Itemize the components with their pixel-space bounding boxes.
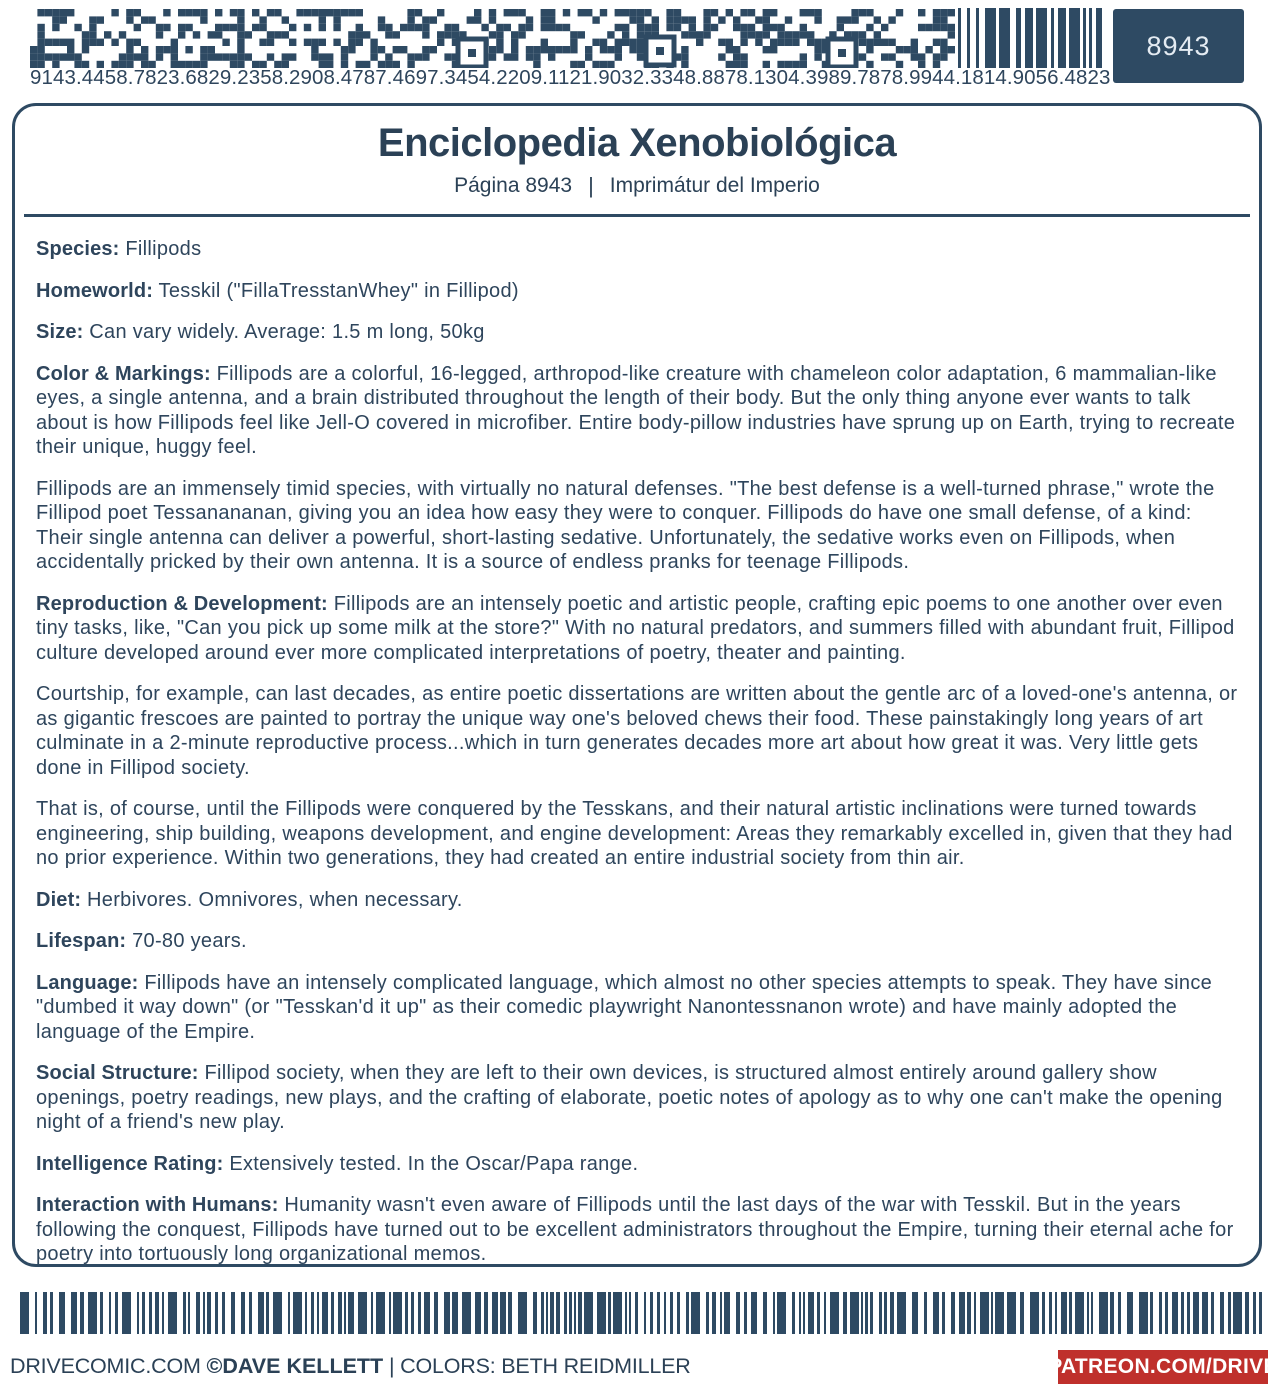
- section-label: Size:: [36, 321, 84, 343]
- page-title: Enciclopedia Xenobiológica: [377, 121, 897, 165]
- serial-number: 9143.4458.7823.6829.2358.2908.4787.4697.3454.2209.1121.9032.3348.8878.1304.3989.7878.9944.1814.9056.4823: [30, 66, 1111, 89]
- section-text: Humanity wasn't even aware of Fillipods until the last days of the war with Tesskil. But in the years following the conquest, Fillipods have turned out to be excellent administrators throughout the Empire, turning their eternal ache for poetry into tortuously long organizational memos.: [36, 1194, 1234, 1265]
- section-text: Fillipods are an immensely timid species, with virtually no natural defenses. "The best defense is a well-turned phrase," wrote the Fillipod poet Tessanananan, giving you an idea how easy they were to conquer. Fillipods do have one small defense, of a kind: Their single antenna can deliver a powerful, short-lasting sedative. Unfortunately, the sedative works even on Fillipods, when accidentally pricked by their own antenna. It is a source of endless pranks for teenage Fillipods.: [36, 477, 1215, 573]
- author-credit: ©DAVE KELLETT: [206, 1354, 384, 1378]
- section-label: Lifespan:: [36, 930, 127, 952]
- section: [36, 971, 1239, 1045]
- section-text: Fillipod society, when they are left to their own devices, is structured almost entirely around gallery show openings, poetry readings, new plays, and the crafting of elaborate, poetic notes of apology as to why one can't make the opening night of a friend's new play.: [36, 1062, 1223, 1133]
- colorist-credit: COLORS: BETH REIDMILLER: [400, 1354, 691, 1378]
- section: [36, 477, 1239, 575]
- section: [36, 797, 1239, 871]
- section-label: Interaction with Humans:: [36, 1194, 279, 1216]
- section: [36, 929, 1239, 954]
- qr-code: [30, 9, 956, 68]
- page-code-box: [1113, 9, 1244, 83]
- section-text: Courtship, for example, can last decades, as entire poetic dissertations are written about the gentle arc of a loved-one's antenna, or as gigantic frescoes are painted to portray the unique way one's beloved chews their food. These painstakingly long years of art culminate in a 2-minute reproductive process...which in turn generates decades more art about how great it was. Very little gets done in Fillipod society.: [36, 683, 1238, 779]
- section-label: Color & Markings:: [36, 362, 211, 385]
- section: [36, 1152, 1239, 1177]
- section-label: Diet:: [36, 888, 82, 911]
- section: [36, 592, 1239, 666]
- section-label: Social Structure:: [36, 1062, 199, 1084]
- section-text: Fillipods are an intensely poetic and artistic people, crafting epic poems to one another over even tiny tasks, like, "Can you pick up some milk at the store?" With no natural predators, and summers filled with abundant fruit, Fillipod culture developed around ever more complicated interpretations of poetry, theater and painting.: [36, 592, 1235, 664]
- section-text: Fillipods have an intensely complicated language, which almost no other species attempts to speak. They have since "dumbed it way down" (or "Tesskan'd it up" as their comedic playwright Nanontessnanon wrote) and have mainly adopted the language of the Empire.: [36, 971, 1213, 1043]
- section-label: Homeworld:: [36, 279, 154, 302]
- credit-separator: |: [388, 1354, 395, 1378]
- section-label: Species:: [36, 238, 120, 260]
- site-name: DRIVECOMIC.COM: [10, 1354, 201, 1378]
- footer-credits: [10, 1354, 691, 1379]
- section-text: Can vary widely. Average: 1.5 m long, 50kg: [83, 321, 485, 343]
- page-subtitle: [15, 173, 1259, 199]
- top-barcode: [958, 8, 1102, 68]
- section-label: Intelligence Rating:: [36, 1152, 224, 1175]
- encyclopedia-card: [12, 103, 1262, 1267]
- section: [36, 279, 1239, 304]
- patreon-badge: [1048, 1350, 1278, 1384]
- patreon-label: PATREON.COM/DRIVE: [1048, 1355, 1278, 1378]
- section: [36, 237, 1239, 262]
- section-text: Extensively tested. In the Oscar/Papa range.: [223, 1152, 639, 1175]
- section: [36, 888, 1239, 913]
- section-label: Reproduction & Development:: [36, 592, 328, 615]
- section-text: Fillipods: [119, 238, 202, 260]
- section-text: That is, of course, until the Fillipods were conquered by the Tesskans, and their natural artistic inclinations were turned towards engineering, ship building, weapons development, and engine development: Areas they remarkably excelled in, given that they had no prior experience. Within two generations, they had created an entire industrial society from thin air.: [36, 798, 1233, 869]
- section: [36, 682, 1239, 780]
- subtitle-imprint: Imprimátur del Imperio: [609, 174, 820, 197]
- card-sections: [15, 217, 1259, 1267]
- section: [36, 362, 1239, 460]
- section: [36, 320, 1239, 345]
- section-text: Herbivores. Omnivores, when necessary.: [81, 888, 463, 911]
- section-text: Fillipods are a colorful, 16-legged, arthropod-like creature with chameleon color adaptation, 6 mammalian-like eyes, a single antenna, and a brain distributed throughout the length of their body. But the only thing anyone ever wants to talk about is how Fillipods feel like Jell-O covered in microfiber. Entire body-pillow industries have sprung up on Earth, trying to recreate their unique, huggy feel.: [36, 362, 1236, 458]
- page-code-number: 8943: [1146, 30, 1211, 61]
- bottom-barcode: [20, 1292, 1263, 1334]
- subtitle-page-number: Página 8943: [454, 174, 573, 197]
- section: [36, 1061, 1239, 1135]
- section-text: Tesskil ("FillaTresstanWhey" in Fillipod): [153, 279, 519, 302]
- section: [36, 1193, 1239, 1267]
- section-label: Language:: [36, 971, 139, 994]
- section-text: 70-80 years.: [126, 930, 247, 952]
- subtitle-separator: |: [588, 173, 594, 198]
